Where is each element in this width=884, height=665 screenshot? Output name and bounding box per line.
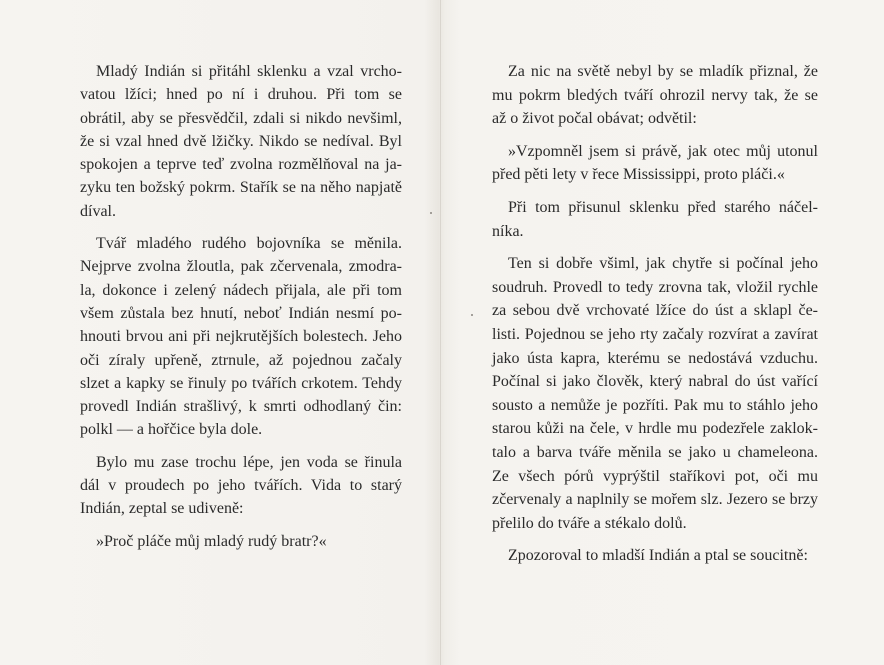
paragraph: [492, 60, 818, 131]
text-line: soudruh. Provedl to tedy zrovna tak, vložil rychle: [492, 278, 818, 296]
text-line: »Vzpomněl jsem si právě, jak otec můj utonul: [508, 142, 818, 160]
print-speck: [471, 314, 473, 316]
text-line: Mladý Indián si přitáhl sklenku a vzal vrcho-: [96, 63, 402, 80]
text-line: Tvář mladého rudého bojovníka se měnila.: [96, 235, 402, 253]
text-line: starou kůži na čele, v hrdle mu podezřele zaklok-: [492, 420, 818, 438]
text-line: la, dokonce i zelený nádech přijala, ale při tom: [80, 281, 402, 299]
text-line: spokojen a teprve teď zvolna rozmělňoval na ja-: [80, 156, 402, 174]
text-line: slzet a kapky se řinuly po tvářích crkotem. Tehdy: [80, 374, 402, 392]
left-page: [80, 60, 402, 562]
text-line: Ze všech pórů vyprýštil staříkovi pot, oči mu: [492, 467, 818, 485]
paragraph: [80, 232, 402, 442]
text-line: Zpozoroval to mladší Indián a ptal se soucitně:: [508, 547, 808, 565]
text-line: sousto a nemůže je pozříti. Pak mu to stáhlo jeho: [492, 396, 818, 414]
text-line: Počínal si jako člověk, který nabral do úst vařící: [492, 373, 818, 391]
text-line: Ten si dobře všiml, jak chytře si počínal jeho: [508, 255, 818, 273]
text-line: Nejprve zvolna žloutla, pak zčervenala, zmodra-: [80, 258, 402, 276]
text-line: hnouti brvou ani při nejkrutějších bolestech. Jeho: [80, 328, 402, 346]
print-speck: [430, 212, 432, 214]
page-gutter: [440, 0, 441, 665]
paragraph: [80, 530, 402, 553]
text-line: jako ústa kapra, kterému se nedostává vzduchu.: [492, 349, 818, 367]
text-line: Bylo mu zase trochu lépe, jen voda se řinula: [96, 453, 402, 471]
text-line: oči zíraly upřeně, ztrnule, až pojednou začaly: [80, 351, 402, 369]
paragraph: [492, 196, 818, 243]
text-line: před pěti lety v řece Mississippi, proto pláči.«: [492, 166, 785, 184]
text-line: dál v proudech po jeho tvářích. Vida to starý: [80, 477, 402, 495]
text-line: za sebou dvě vrchovaté lžíce do úst a sklapl če-: [492, 302, 818, 320]
paragraph: [492, 140, 818, 187]
text-line: »Proč pláče můj mladý rudý bratr?«: [96, 532, 327, 550]
text-line: listi. Pojednou se jeho rty začaly rozvírat a zavírat: [492, 325, 818, 343]
paragraph: [492, 544, 818, 568]
text-line: zyku ten božský pokrm. Stařík se na něho napjatě: [80, 179, 402, 197]
paragraph: [80, 451, 402, 521]
text-line: Indián, zeptal se udiveně:: [80, 500, 244, 518]
text-line: vatou lžíci; hned po ní i druhou. Při tom se: [80, 86, 402, 104]
text-line: Při tom přisunul sklenku před starého náčel-: [508, 198, 818, 216]
text-line: že si vzal hned dvě lžičky. Nikdo se nedíval. Byl: [80, 132, 402, 150]
right-page: [492, 60, 818, 577]
text-line: přelilo do tváře a stékalo dolů.: [492, 514, 687, 532]
text-line: provedl Indián strašlivý, k smrti odhodlaný čin:: [80, 398, 402, 416]
text-line: až o život počal obávat; odvětil:: [492, 110, 697, 128]
paragraph: [492, 252, 818, 535]
text-line: níka.: [492, 222, 524, 240]
paragraph: [80, 60, 402, 223]
text-line: polkl — a hořčice byla dole.: [80, 421, 263, 439]
text-line: díval.: [80, 202, 116, 220]
text-line: talo a barva tváře měnila se jako u chameleona.: [492, 443, 818, 461]
text-line: všem zůstala bez hnutí, neboť Indián nesmí po-: [80, 304, 402, 322]
text-line: Za nic na světě nebyl by se mladík přiznal, že: [508, 63, 818, 80]
text-line: obrátil, aby se přesvědčil, zdali si nikdo nevšiml,: [80, 109, 402, 127]
text-line: zčervenaly a naplnily se mořem slz. Jezero se brzy: [492, 491, 818, 509]
text-line: mu pokrm bledých tváří ohrozil nervy tak, že se: [492, 86, 818, 104]
